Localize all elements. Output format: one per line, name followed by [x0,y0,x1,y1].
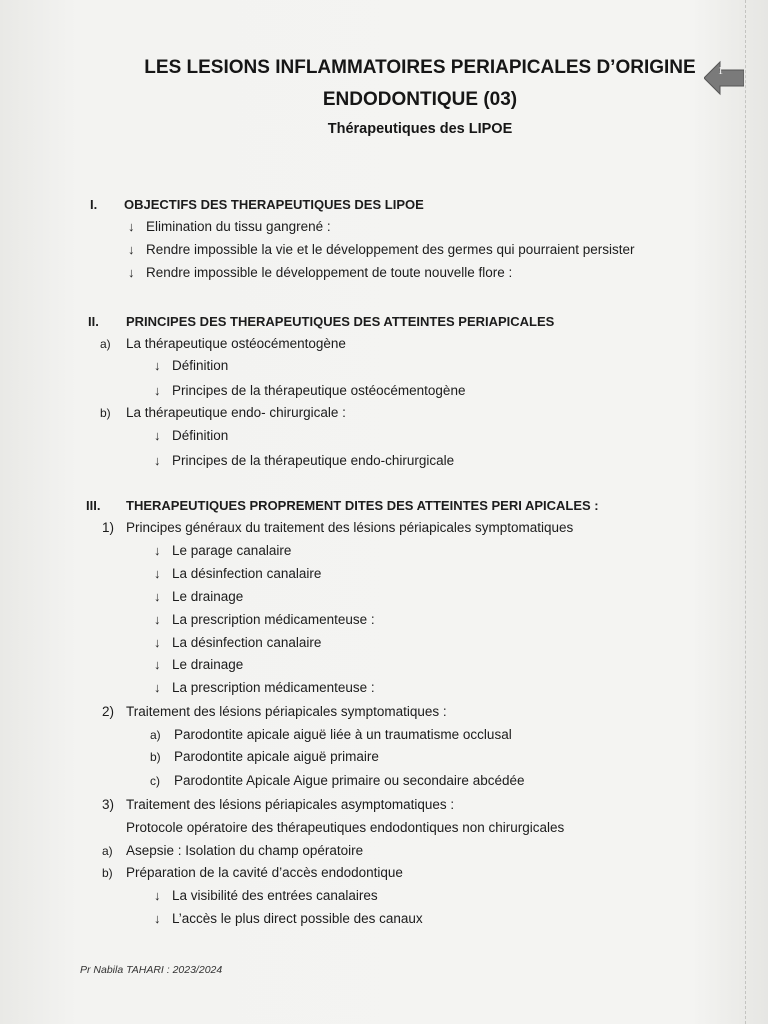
arrow-bullet-icon: ↓ [154,453,161,468]
list-item [154,634,321,652]
subsection-label: a) [102,844,113,858]
list-item [128,218,331,236]
subsection-label: b) [102,866,113,880]
footer-author: Pr Nabila TAHARI : 2023/2024 [80,964,223,976]
subsection-1 [102,519,573,537]
subsection-text: La thérapeutique endo- chirurgicale : [126,405,346,420]
list-item-text: Le parage canalaire [172,543,292,558]
list-item-text: La désinfection canalaire [172,635,322,650]
section-1-title: OBJECTIFS DES THERAPEUTIQUES DES LIPOE [124,197,424,212]
list-item-label: c) [150,774,160,788]
arrow-bullet-icon: ↓ [128,242,135,257]
page-number: 1 [718,66,723,77]
list-item [150,726,512,744]
list-item-text: Le drainage [172,657,244,672]
list-item-text: Le drainage [172,589,244,604]
document-subtitle: Thérapeutiques des LIPOE [327,121,513,137]
list-item [154,887,378,905]
list-item [128,264,512,282]
arrow-bullet-icon: ↓ [154,428,161,443]
list-item [154,357,228,375]
list-item-text: L’accès le plus direct possible des canaux [172,911,423,926]
list-item [154,679,375,697]
list-item [154,565,321,583]
subsection-b [100,404,346,422]
subsection-text: Traitement des lésions périapicales asymptomatiques : [126,797,455,812]
list-item-text: Principes de la thérapeutique ostéocémentogène [172,383,466,398]
arrow-bullet-icon: ↓ [154,612,161,627]
section-1-numeral: I. [90,197,98,212]
list-item [154,382,465,400]
page-edge-line [744,0,746,1024]
section-2-title: PRINCIPES DES THERAPEUTIQUES DES ATTEINTES PERIAPICALES [126,314,555,329]
section-2-heading [88,313,554,331]
subsection-a [102,842,363,860]
subsection-text: La thérapeutique ostéocémentogène [126,336,346,351]
document-title-line2: ENDODONTIQUE (03) [322,89,518,110]
subsection-label: 1) [102,520,115,535]
list-item [154,427,228,445]
arrow-bullet-icon: ↓ [154,358,161,373]
section-1-heading [90,196,424,214]
list-item-label: b) [150,750,161,764]
list-item-text: Principes de la thérapeutique endo-chirurgicale [172,453,455,468]
arrow-bullet-icon: ↓ [154,657,161,672]
subsection-3 [102,796,454,814]
list-item-text: La prescription médicamenteuse : [172,680,375,695]
subsection-text: Préparation de la cavité d’accès endodontique [126,865,403,880]
list-item-text: La visibilité des entrées canalaires [172,888,378,903]
subsection-label: b) [100,406,111,420]
subsection-label: 2) [102,704,115,719]
list-item [154,452,454,470]
subsection-a [100,335,346,353]
list-item-text: Parodontite apicale aiguë primaire [174,749,379,764]
subsection-2 [102,703,447,721]
section-3-numeral: III. [86,498,101,513]
list-item [128,241,635,259]
arrow-bullet-icon: ↓ [154,543,161,558]
arrow-bullet-icon: ↓ [154,566,161,581]
list-item-text: Elimination du tissu gangrené : [146,219,331,234]
list-item-label: a) [150,728,161,742]
list-item [154,910,423,928]
list-item [154,542,291,560]
list-item-text: Rendre impossible la vie et le développement des germes qui pourraient persister [146,242,635,257]
list-item [150,772,525,790]
subsection-text: Traitement des lésions périapicales symptomatiques : [126,704,447,719]
list-item-text: La désinfection canalaire [172,566,322,581]
page-arrow-icon [704,60,744,96]
subsection-label: a) [100,337,111,351]
list-item-text: Parodontite Apicale Aigue primaire ou secondaire abcédée [174,773,525,788]
section-3-heading [86,497,599,515]
arrow-bullet-icon: ↓ [154,383,161,398]
subsection-text: Principes généraux du traitement des lésions périapicales symptomatiques [126,520,574,535]
list-item-text: Rendre impossible le développement de toute nouvelle flore : [146,265,513,280]
list-item [154,656,243,674]
list-item [154,588,243,606]
arrow-bullet-icon: ↓ [154,888,161,903]
arrow-bullet-icon: ↓ [128,265,135,280]
list-item-text: La prescription médicamenteuse : [172,612,375,627]
arrow-bullet-icon: ↓ [154,635,161,650]
list-item-text: Définition [172,428,229,443]
subsection-label: 3) [102,797,115,812]
section-2-numeral: II. [88,314,99,329]
arrow-bullet-icon: ↓ [154,911,161,926]
arrow-bullet-icon: ↓ [128,219,135,234]
list-item [154,611,375,629]
list-item-text: Définition [172,358,229,373]
subsection-text: Asepsie : Isolation du champ opératoire [126,843,364,858]
section-3-title: THERAPEUTIQUES PROPREMENT DITES DES ATTEINTES PERI APICALES : [126,498,599,513]
protocol-line: Protocole opératoire des thérapeutiques endodontiques non chirurgicales [126,820,565,835]
arrow-bullet-icon: ↓ [154,680,161,695]
arrow-bullet-icon: ↓ [154,589,161,604]
list-item [150,748,379,766]
list-item-text: Parodontite apicale aiguë liée à un traumatisme occlusal [174,727,512,742]
subsection-b [102,864,403,882]
document-title-line1: LES LESIONS INFLAMMATOIRES PERIAPICALES D’ORIGINE [144,57,696,78]
